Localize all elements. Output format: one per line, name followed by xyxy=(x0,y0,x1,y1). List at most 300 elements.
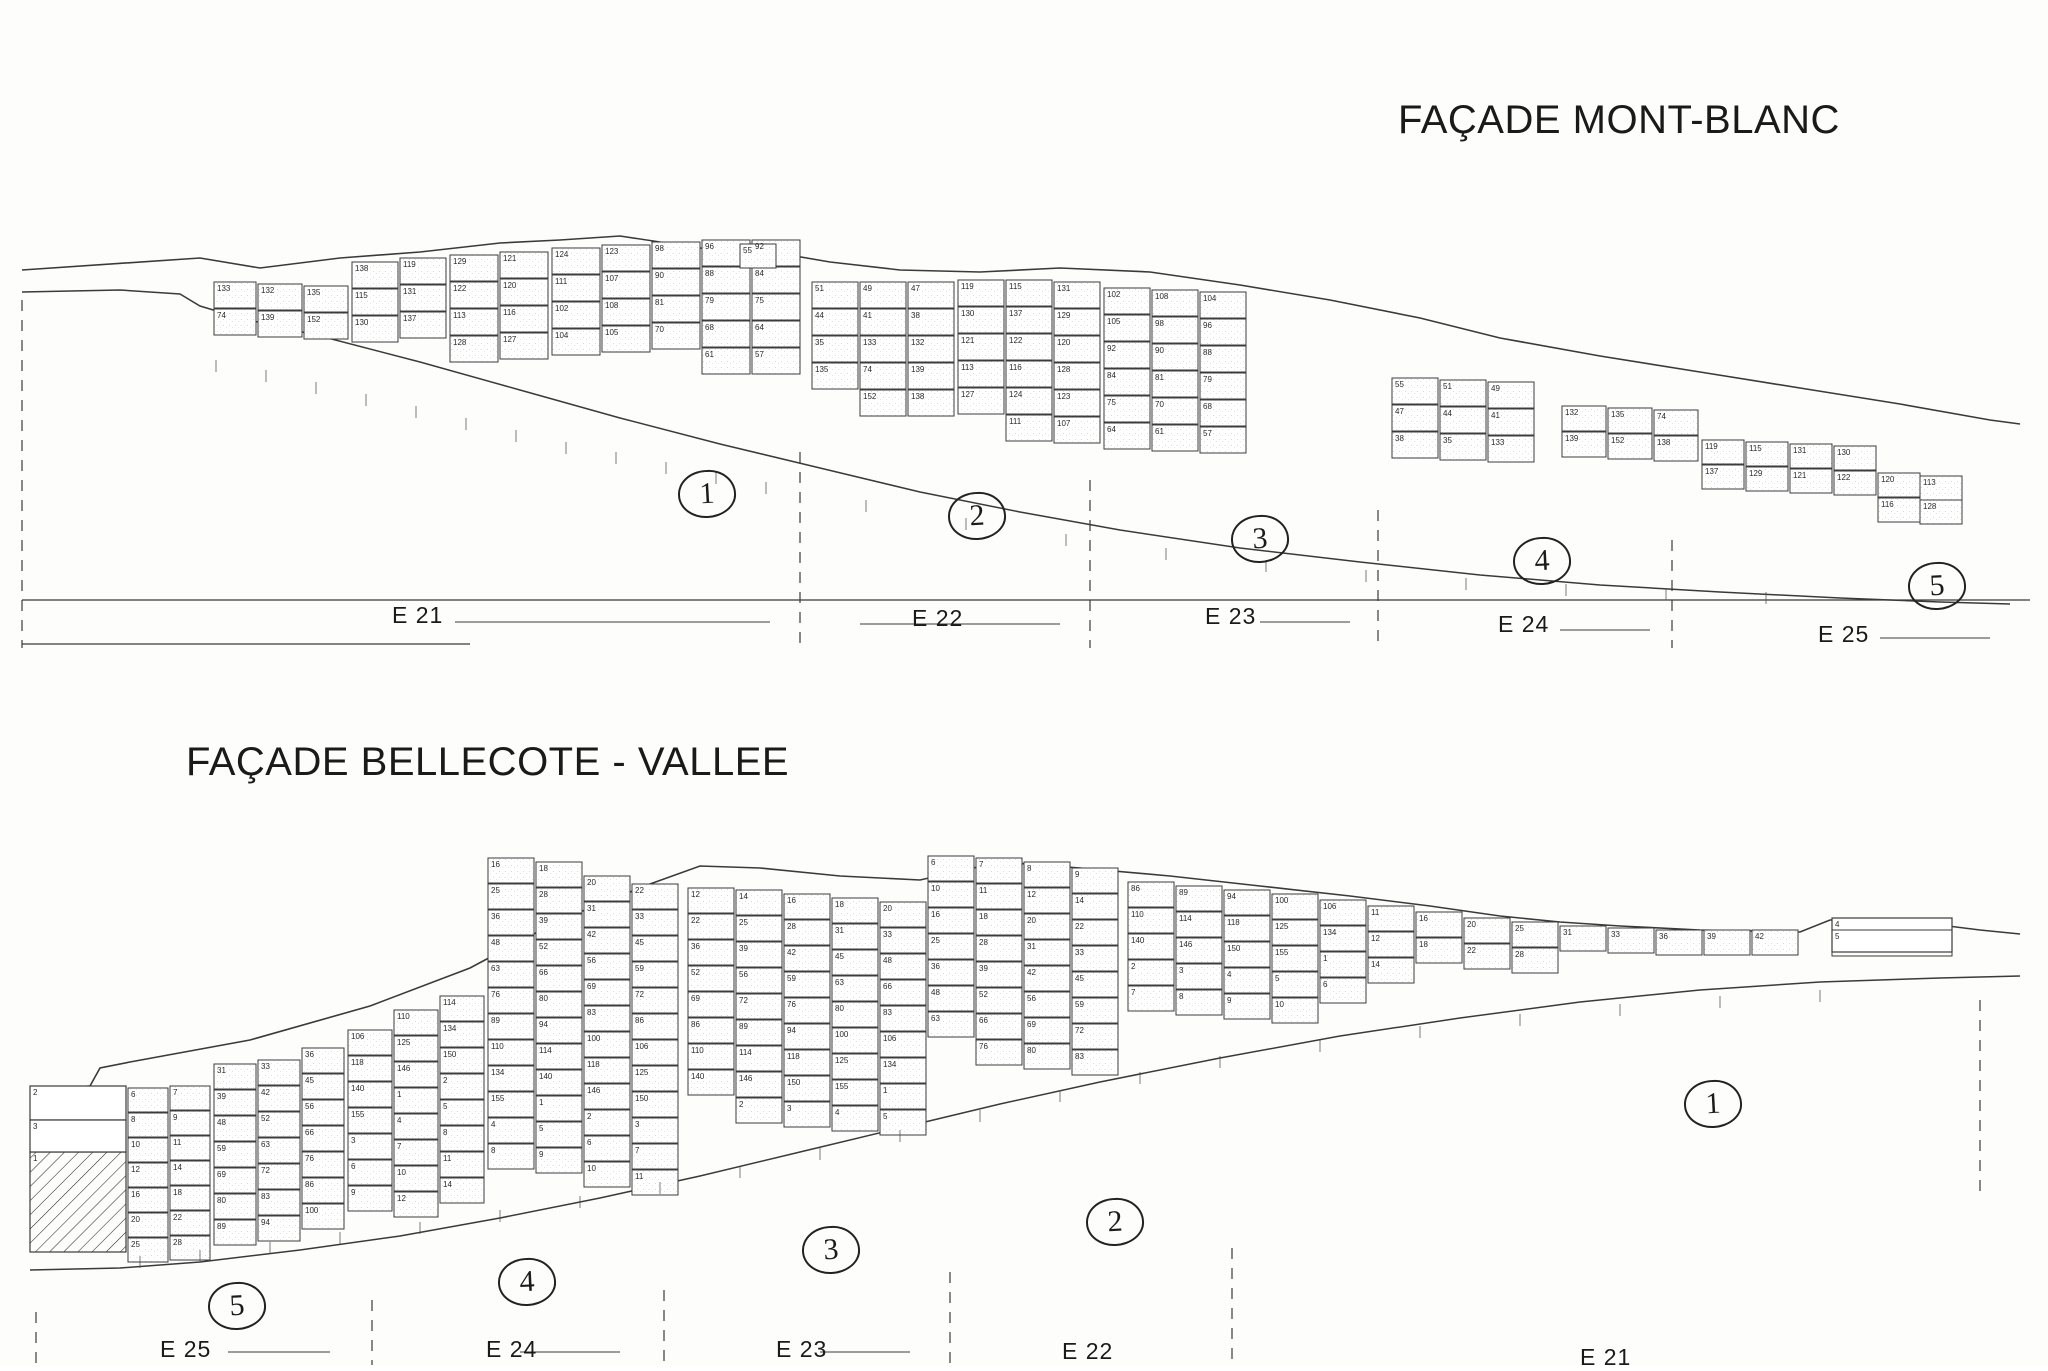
apartment-number: 7 xyxy=(173,1088,178,1097)
apartment-number: 139 xyxy=(261,313,275,322)
apartment-number: 110 xyxy=(1131,910,1144,919)
apartment-number: 9 xyxy=(1075,870,1080,879)
apartment-number: 81 xyxy=(655,298,664,307)
apartment-number: 5 xyxy=(1835,932,1840,941)
apartment-number: 152 xyxy=(1611,436,1625,445)
apartment-number: 135 xyxy=(1611,410,1625,419)
apartment-number: 39 xyxy=(979,964,988,973)
apartment-number: 18 xyxy=(979,912,988,921)
apartment-number: 155 xyxy=(351,1110,365,1119)
apartment-number: 66 xyxy=(979,1016,988,1025)
apartment-number: 131 xyxy=(1057,284,1071,293)
apartment-number: 72 xyxy=(1075,1026,1084,1035)
apartment-number: 134 xyxy=(491,1068,505,1077)
apartment-number: 138 xyxy=(911,392,925,401)
apartment-number: 18 xyxy=(173,1188,182,1197)
apartment-number: 36 xyxy=(691,942,700,951)
apartment-number: 134 xyxy=(1323,928,1337,937)
apartment-number: 16 xyxy=(491,860,500,869)
apartment-number: 4 xyxy=(1227,970,1232,979)
apartment-number: 5 xyxy=(443,1102,448,1111)
apartment-number: 122 xyxy=(1837,473,1851,482)
apartment-number: 120 xyxy=(1881,475,1895,484)
apartment-number: 155 xyxy=(491,1094,505,1103)
apartment-number: 100 xyxy=(835,1030,849,1039)
apartment-number: 56 xyxy=(739,970,748,979)
terrace-marker-2-mont-blanc: 2 xyxy=(947,491,1007,542)
apartment-number: 1 xyxy=(539,1098,544,1107)
apartment-number: 133 xyxy=(1491,438,1505,447)
apartment-number: 134 xyxy=(883,1060,897,1069)
apartment-number: 105 xyxy=(605,328,619,337)
apartment-number: 127 xyxy=(503,335,517,344)
apartment-number: 107 xyxy=(1057,419,1071,428)
apartment-number: 20 xyxy=(1467,920,1476,929)
apartment-number: 39 xyxy=(539,916,548,925)
apartment-number: 39 xyxy=(217,1092,226,1101)
apartment-number: 33 xyxy=(635,912,644,921)
apartment-number: 8 xyxy=(443,1128,448,1137)
apartment-number: 106 xyxy=(635,1042,649,1051)
zone-label-e25-mont-blanc: E 25 xyxy=(1818,621,1870,647)
apartment-number: 140 xyxy=(1131,936,1145,945)
apartment-number: 59 xyxy=(217,1144,226,1153)
apartment-number: 33 xyxy=(261,1062,270,1071)
apartment-number: 111 xyxy=(1009,417,1022,426)
apartment-number: 8 xyxy=(491,1146,496,1155)
apartment-number: 127 xyxy=(961,390,975,399)
apartment-number: 86 xyxy=(305,1180,314,1189)
apartment-number: 132 xyxy=(261,286,275,295)
apartment-number: 150 xyxy=(443,1050,457,1059)
zone-label-e23-mont-blanc: E 23 xyxy=(1205,603,1257,629)
apartment-number: 70 xyxy=(1155,400,1164,409)
apartment-number: 52 xyxy=(261,1114,270,1123)
apartment-number: 115 xyxy=(1009,282,1022,291)
apartment-number: 8 xyxy=(1027,864,1032,873)
apartment-number: 2 xyxy=(587,1112,592,1121)
apartment-number: 20 xyxy=(883,904,892,913)
apartment-number: 140 xyxy=(691,1072,705,1081)
apartment-number: 69 xyxy=(1027,1020,1036,1029)
apartment-number: 140 xyxy=(539,1072,553,1081)
apartment-number: 152 xyxy=(863,392,877,401)
apartment-number: 90 xyxy=(1155,346,1164,355)
apartment-number: 16 xyxy=(131,1190,140,1199)
apartment-number: 56 xyxy=(305,1102,314,1111)
apartment-number: 28 xyxy=(173,1238,182,1247)
apartment-number: 123 xyxy=(605,247,619,256)
apartment-number: 113 xyxy=(1923,478,1936,487)
apartment-number: 146 xyxy=(739,1074,753,1083)
apartment-number: 118 xyxy=(1227,918,1240,927)
apartment-number: 76 xyxy=(491,990,500,999)
apartment-number: 11 xyxy=(443,1154,452,1163)
apartment-number: 12 xyxy=(691,890,700,899)
apartment-number: 1 xyxy=(33,1154,38,1163)
apartment-number: 121 xyxy=(1793,471,1807,480)
apartment-number: 45 xyxy=(1075,974,1084,983)
apartment-number: 124 xyxy=(555,250,569,259)
apartment-number: 100 xyxy=(587,1034,601,1043)
apartment-number: 61 xyxy=(1155,427,1164,436)
apartment-number: 52 xyxy=(539,942,548,951)
apartment-number: 121 xyxy=(961,336,975,345)
apartment-number: 63 xyxy=(491,964,500,973)
apartment-number: 14 xyxy=(739,892,748,901)
apartment-number: 155 xyxy=(835,1082,849,1091)
apartment-number: 129 xyxy=(1057,311,1071,320)
apartment-number: 42 xyxy=(1755,932,1764,941)
apartment-number: 52 xyxy=(691,968,700,977)
apartment-number: 92 xyxy=(1107,344,1116,353)
apartment-number: 31 xyxy=(217,1066,226,1075)
apartment-number: 36 xyxy=(305,1050,314,1059)
apartment-number: 6 xyxy=(131,1090,136,1099)
apartment-number: 5 xyxy=(883,1112,888,1121)
apartment-number: 66 xyxy=(305,1128,314,1137)
terrace-marker-5-bellecote: 5 xyxy=(207,1281,267,1332)
apartment-number: 69 xyxy=(217,1170,226,1179)
apartment-number: 94 xyxy=(539,1020,548,1029)
apartment-number: 28 xyxy=(787,922,796,931)
apartment-number: 48 xyxy=(883,956,892,965)
terrace-marker-4-bellecote: 4 xyxy=(497,1257,557,1308)
apartment-number: 20 xyxy=(131,1215,140,1224)
zone-label-e24-bellecote: E 24 xyxy=(486,1336,538,1362)
apartment-number: 36 xyxy=(491,912,500,921)
apartment-number: 119 xyxy=(403,260,416,269)
terrace-marker-2-bellecote: 2 xyxy=(1085,1197,1145,1248)
apartment-number: 80 xyxy=(539,994,548,1003)
apartment-number: 39 xyxy=(1707,932,1716,941)
apartment-number: 114 xyxy=(539,1046,552,1055)
apartment-number: 98 xyxy=(1155,319,1164,328)
apartment-number: 104 xyxy=(555,331,569,340)
apartment-number: 100 xyxy=(1275,896,1289,905)
apartment-number: 75 xyxy=(755,296,764,305)
apartment-number: 16 xyxy=(787,896,796,905)
apartment-number: 150 xyxy=(787,1078,801,1087)
apartment-number: 7 xyxy=(397,1142,402,1151)
apartment-number: 146 xyxy=(1179,940,1193,949)
apartment-number: 45 xyxy=(835,952,844,961)
apartment-number: 5 xyxy=(1275,974,1280,983)
apartment-number: 72 xyxy=(739,996,748,1005)
apartment-number: 7 xyxy=(635,1146,640,1155)
apartment-number: 11 xyxy=(173,1138,182,1147)
apartment-number: 89 xyxy=(491,1016,500,1025)
apartment-number: 104 xyxy=(1203,294,1217,303)
apartment-number: 8 xyxy=(1179,992,1184,1001)
apartment-number: 116 xyxy=(1881,500,1894,509)
apartment-number: 96 xyxy=(705,242,714,251)
apartment-number: 14 xyxy=(1075,896,1084,905)
apartment-number: 88 xyxy=(705,269,714,278)
apartment-number: 90 xyxy=(655,271,664,280)
apartment-number: 63 xyxy=(931,1014,940,1023)
apartment-number: 86 xyxy=(691,1020,700,1029)
apartment-number: 72 xyxy=(635,990,644,999)
apartment-number: 81 xyxy=(1155,373,1164,382)
apartment-number: 125 xyxy=(835,1056,849,1065)
apartment-number: 10 xyxy=(931,884,940,893)
apartment-number: 150 xyxy=(1227,944,1241,953)
apartment-number: 42 xyxy=(1027,968,1036,977)
apartment-number: 48 xyxy=(491,938,500,947)
apartment-number: 9 xyxy=(173,1113,178,1122)
apartment-number: 18 xyxy=(1419,940,1428,949)
apartment-number: 3 xyxy=(787,1104,792,1113)
apartment-number: 108 xyxy=(605,301,619,310)
apartment-number: 47 xyxy=(911,284,920,293)
apartment-number: 120 xyxy=(503,281,517,290)
apartment-number: 115 xyxy=(355,291,368,300)
apartment-number: 4 xyxy=(491,1120,496,1129)
apartment-number: 134 xyxy=(443,1024,457,1033)
apartment-number: 76 xyxy=(305,1154,314,1163)
apartment-number: 118 xyxy=(351,1058,364,1067)
apartment-number: 130 xyxy=(1837,448,1851,457)
apartment-number: 122 xyxy=(453,284,467,293)
apartment-number: 123 xyxy=(1057,392,1071,401)
apartment-number: 83 xyxy=(883,1008,892,1017)
apartment-number: 66 xyxy=(883,982,892,991)
apartment-number: 88 xyxy=(1203,348,1212,357)
apartment-number: 94 xyxy=(1227,892,1236,901)
apartment-number: 75 xyxy=(1107,398,1116,407)
apartment-number: 80 xyxy=(835,1004,844,1013)
apartment-number: 137 xyxy=(1009,309,1023,318)
apartment-number: 72 xyxy=(261,1166,270,1175)
apartment-number: 80 xyxy=(1027,1046,1036,1055)
apartment-number: 57 xyxy=(1203,429,1212,438)
apartment-number: 12 xyxy=(1027,890,1036,899)
apartment-number: 22 xyxy=(691,916,700,925)
apartment-number: 6 xyxy=(931,858,936,867)
apartment-number: 121 xyxy=(503,254,517,263)
apartment-number: 116 xyxy=(503,308,516,317)
apartment-number: 129 xyxy=(1749,469,1763,478)
apartment-number: 3 xyxy=(351,1136,356,1145)
apartment-number: 128 xyxy=(1057,365,1071,374)
apartment-number: 94 xyxy=(261,1218,270,1227)
apartment-number: 22 xyxy=(635,886,644,895)
apartment-number: 152 xyxy=(307,315,321,324)
apartment-number: 70 xyxy=(655,325,664,334)
apartment-number: 28 xyxy=(1515,950,1524,959)
mont-blanc-elevation xyxy=(22,236,2030,648)
apartment-number: 106 xyxy=(1323,902,1337,911)
zone-label-e21-mont-blanc: E 21 xyxy=(392,602,444,628)
apartment-number: 18 xyxy=(835,900,844,909)
apartment-number: 89 xyxy=(1179,888,1188,897)
apartment-number: 6 xyxy=(587,1138,592,1147)
zone-label-e23-bellecote: E 23 xyxy=(776,1336,828,1362)
apartment-number: 59 xyxy=(1075,1000,1084,1009)
apartment-number: 28 xyxy=(979,938,988,947)
apartment-number: 22 xyxy=(173,1213,182,1222)
apartment-number: 108 xyxy=(1155,292,1169,301)
apartment-number: 10 xyxy=(587,1164,596,1173)
apartment-number: 129 xyxy=(453,257,467,266)
apartment-number: 20 xyxy=(1027,916,1036,925)
apartment-number: 20 xyxy=(587,878,596,887)
apartment-number: 12 xyxy=(1371,934,1380,943)
terrace-marker-3-mont-blanc: 3 xyxy=(1230,514,1290,565)
apartment-number: 14 xyxy=(173,1163,182,1172)
apartment-number: 92 xyxy=(755,242,764,251)
apartment-number: 55 xyxy=(743,246,752,255)
apartment-number: 44 xyxy=(815,311,824,320)
apartment-number: 110 xyxy=(691,1046,704,1055)
apartment-number: 114 xyxy=(1179,914,1192,923)
apartment-number: 114 xyxy=(443,998,456,1007)
page-title-mont-blanc: FAÇADE MONT-BLANC xyxy=(1398,98,1840,142)
apartment-number: 31 xyxy=(587,904,596,913)
apartment-number: 2 xyxy=(443,1076,448,1085)
apartment-number: 12 xyxy=(397,1194,406,1203)
apartment-number: 138 xyxy=(355,264,369,273)
apartment-number: 2 xyxy=(33,1088,38,1097)
apartment-number: 132 xyxy=(1565,408,1579,417)
apartment-number: 57 xyxy=(755,350,764,359)
apartment-number: 79 xyxy=(705,296,714,305)
apartment-number: 68 xyxy=(1203,402,1212,411)
apartment-number: 22 xyxy=(1075,922,1084,931)
apartment-number: 4 xyxy=(397,1116,402,1125)
apartment-number: 16 xyxy=(1419,914,1428,923)
apartment-number: 84 xyxy=(1107,371,1116,380)
apartment-number: 1 xyxy=(883,1086,888,1095)
apartment-number: 4 xyxy=(1835,920,1840,929)
apartment-number: 119 xyxy=(1705,442,1718,451)
terrace-marker-1-bellecote: 1 xyxy=(1683,1079,1743,1130)
apartment-number: 48 xyxy=(217,1118,226,1127)
apartment-number: 155 xyxy=(1275,948,1289,957)
apartment-number: 86 xyxy=(635,1016,644,1025)
apartment-number: 38 xyxy=(1395,434,1404,443)
apartment-number: 3 xyxy=(33,1122,38,1131)
apartment-number: 150 xyxy=(635,1094,649,1103)
apartment-number: 56 xyxy=(587,956,596,965)
apartment-number: 38 xyxy=(911,311,920,320)
apartment-number: 59 xyxy=(635,964,644,973)
apartment-number: 140 xyxy=(351,1084,365,1093)
apartment-number: 64 xyxy=(755,323,764,332)
zone-label-e21-bellecote: E 21 xyxy=(1580,1344,1632,1370)
zone-label-e22-mont-blanc: E 22 xyxy=(912,605,964,631)
apartment-number: 83 xyxy=(261,1192,270,1201)
apartment-number: 48 xyxy=(931,988,940,997)
terrace-marker-4-mont-blanc: 4 xyxy=(1512,536,1572,587)
apartment-number: 25 xyxy=(131,1240,140,1249)
apartment-number: 116 xyxy=(1009,363,1022,372)
apartment-number: 49 xyxy=(863,284,872,293)
apartment-number: 25 xyxy=(1515,924,1524,933)
apartment-number: 39 xyxy=(739,944,748,953)
apartment-number: 31 xyxy=(1027,942,1036,951)
zone-label-e24-mont-blanc: E 24 xyxy=(1498,611,1550,637)
apartment-number: 102 xyxy=(1107,290,1121,299)
apartment-number: 42 xyxy=(587,930,596,939)
apartment-number: 133 xyxy=(863,338,877,347)
apartment-number: 115 xyxy=(1749,444,1762,453)
apartment-number: 1 xyxy=(397,1090,402,1099)
apartment-number: 51 xyxy=(815,284,824,293)
apartment-number: 114 xyxy=(739,1048,752,1057)
apartment-number: 131 xyxy=(1793,446,1807,455)
apartment-number: 100 xyxy=(305,1206,319,1215)
apartment-number: 110 xyxy=(491,1042,504,1051)
apartment-number: 22 xyxy=(1467,946,1476,955)
apartment-number: 28 xyxy=(539,890,548,899)
apartment-number: 52 xyxy=(979,990,988,999)
apartment-number: 3 xyxy=(635,1120,640,1129)
apartment-number: 1 xyxy=(1323,954,1328,963)
apartment-number: 69 xyxy=(587,982,596,991)
apartment-number: 25 xyxy=(491,886,500,895)
apartment-number: 69 xyxy=(691,994,700,1003)
apartment-number: 5 xyxy=(539,1124,544,1133)
apartment-number: 36 xyxy=(931,962,940,971)
apartment-number: 122 xyxy=(1009,336,1023,345)
apartment-number: 76 xyxy=(979,1042,988,1051)
apartment-number: 89 xyxy=(739,1022,748,1031)
apartment-number: 42 xyxy=(261,1088,270,1097)
apartment-number: 33 xyxy=(883,930,892,939)
apartment-number: 44 xyxy=(1443,409,1452,418)
apartment-number: 59 xyxy=(787,974,796,983)
apartment-number: 135 xyxy=(307,288,321,297)
apartment-number: 135 xyxy=(815,365,829,374)
apartment-number: 9 xyxy=(1227,996,1232,1005)
apartment-number: 61 xyxy=(705,350,714,359)
apartment-number: 80 xyxy=(217,1196,226,1205)
apartment-number: 146 xyxy=(397,1064,411,1073)
apartment-number: 14 xyxy=(1371,960,1380,969)
apartment-number: 68 xyxy=(705,323,714,332)
apartment-number: 137 xyxy=(1705,467,1719,476)
apartment-number: 96 xyxy=(1203,321,1212,330)
apartment-number: 89 xyxy=(217,1222,226,1231)
apartment-number: 11 xyxy=(635,1172,644,1181)
apartment-number: 16 xyxy=(931,910,940,919)
apartment-number: 33 xyxy=(1611,930,1620,939)
apartment-number: 36 xyxy=(1659,932,1668,941)
apartment-number: 10 xyxy=(397,1168,406,1177)
apartment-number: 132 xyxy=(911,338,925,347)
apartment-number: 94 xyxy=(787,1026,796,1035)
apartment-number: 9 xyxy=(351,1188,356,1197)
apartment-number: 18 xyxy=(539,864,548,873)
apartment-number: 128 xyxy=(1923,502,1937,511)
apartment-number: 31 xyxy=(1563,928,1572,937)
apartment-number: 14 xyxy=(443,1180,452,1189)
apartment-number: 146 xyxy=(587,1086,601,1095)
apartment-number: 98 xyxy=(655,244,664,253)
apartment-number: 35 xyxy=(1443,436,1452,445)
apartment-number: 119 xyxy=(961,282,974,291)
apartment-number: 133 xyxy=(217,284,231,293)
apartment-number: 45 xyxy=(305,1076,314,1085)
apartment-number: 83 xyxy=(1075,1052,1084,1061)
apartment-number: 118 xyxy=(587,1060,600,1069)
apartment-number: 9 xyxy=(539,1150,544,1159)
apartment-number: 131 xyxy=(403,287,417,296)
apartment-number: 63 xyxy=(835,978,844,987)
apartment-number: 25 xyxy=(931,936,940,945)
